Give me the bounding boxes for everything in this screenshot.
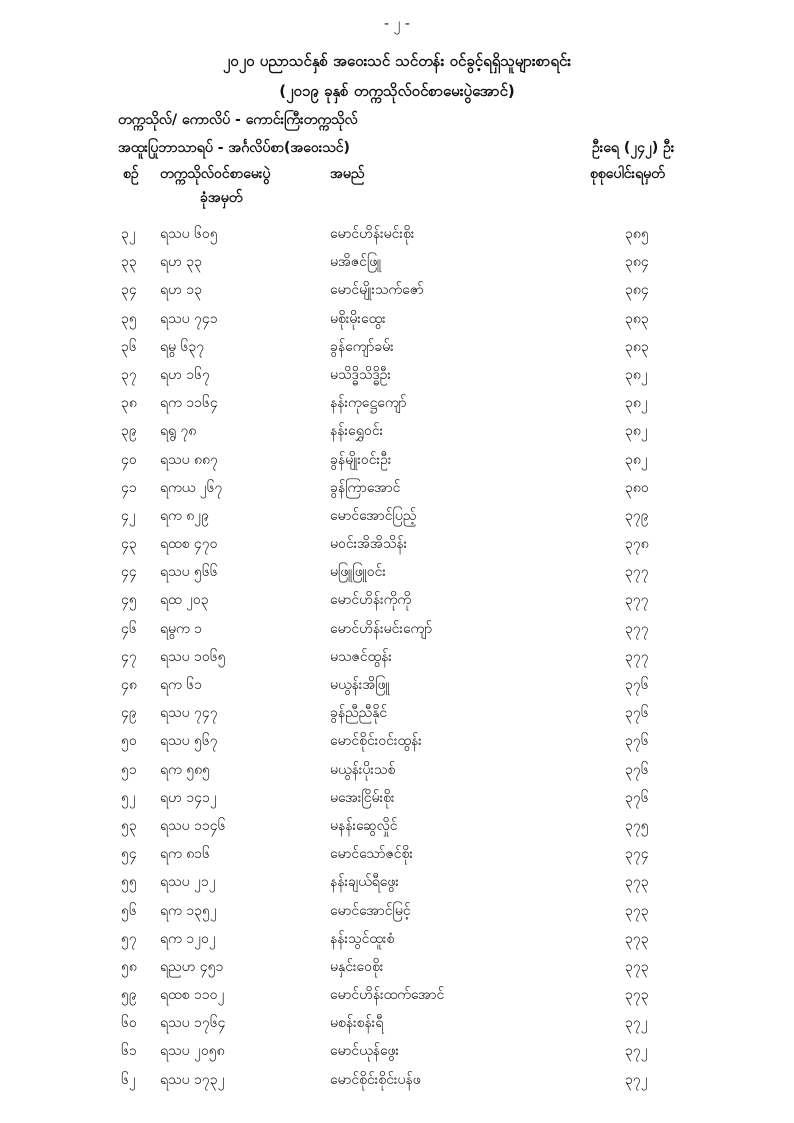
table-row <box>0 502 794 530</box>
column-header-roll: တက္ကသိုလ်ဝင်စာမေးပွဲ <box>160 166 271 182</box>
row-number: ၃၉ <box>121 423 137 440</box>
row-number: ၆၂ <box>121 1071 136 1088</box>
table-row <box>0 953 794 981</box>
student-name: မစိုးမိုးထွေး <box>330 310 386 327</box>
student-name: မောင်ဟိန်းထက်အောင် <box>330 987 445 1004</box>
student-name: မသဇင်ထွန်း <box>330 648 392 665</box>
row-number: ၃၂ <box>121 226 136 242</box>
total-marks: ၃၇၂ <box>625 1071 648 1088</box>
table-row <box>0 756 794 784</box>
total-marks: ၃၇၆ <box>625 761 649 778</box>
table-row <box>0 558 794 586</box>
total-marks: ၃၈၂ <box>625 366 648 383</box>
document-subtitle: (၂၀၁၉ ခုနှစ် တက္ကသိုလ်ဝင်စာမေးပွဲအောင်) <box>279 82 515 100</box>
total-marks: ၃၇၃ <box>625 930 649 947</box>
roll-number: ရဟ ၁၄၁၂ <box>160 789 217 806</box>
column-header-name: အမည် <box>330 166 365 182</box>
row-number: ၄၀ <box>121 451 137 468</box>
total-marks: ၃၈၃ <box>625 338 649 355</box>
student-count: ဦးရေ (၂၄၂) ဦး <box>592 140 675 156</box>
table-row <box>0 868 794 896</box>
table-row <box>0 671 794 699</box>
roll-number: ရညဟ ၄၅၁ <box>160 958 224 975</box>
row-number: ၄၅ <box>121 592 137 609</box>
roll-number: ရသပ ၁၇၃၂ <box>160 1071 225 1088</box>
total-marks: ၃၈၀ <box>625 479 649 496</box>
total-marks: ၃၇၇ <box>625 620 649 637</box>
student-name: မောင်မျိုးသက်ဇော် <box>330 282 424 299</box>
table-row <box>0 981 794 1009</box>
row-number: ၅၂ <box>121 789 136 806</box>
row-number: ၅၈ <box>121 958 137 975</box>
total-marks: ၃၇၃ <box>625 874 649 891</box>
row-number: ၃၈ <box>121 395 137 412</box>
total-marks: ၃၈၃ <box>625 310 649 327</box>
table-row <box>0 220 794 248</box>
student-name: မအိဇင်ဖြူ <box>330 254 382 271</box>
table-row <box>0 586 794 614</box>
student-list <box>0 220 794 1094</box>
row-number: ၅၄ <box>121 846 137 863</box>
total-marks: ၃၇၃ <box>625 958 649 975</box>
roll-number: ရထစ ၄၇၀ <box>160 536 218 553</box>
row-number: ၃၄ <box>121 282 137 299</box>
roll-number: ရက ၁၁၆၄ <box>160 395 218 412</box>
total-marks: ၃၇၆ <box>625 677 649 693</box>
roll-number: ရက ၈၂၉ <box>160 507 209 524</box>
roll-number: ရသပ ၁၀၆၅ <box>160 648 226 665</box>
row-number: ၅၁ <box>121 761 137 778</box>
total-marks: ၃၇၅ <box>625 817 649 834</box>
row-number: ၅၀ <box>121 733 137 750</box>
roll-number: ရဟ ၁၆၇ <box>160 366 210 383</box>
student-name: မသိဒ္ဓိသိဒ္ဓိဦး <box>330 366 391 383</box>
column-header-number: စဉ် <box>123 166 139 182</box>
student-name: မောင်အောင်ပြည့် <box>330 507 417 524</box>
roll-number: ရသပ ၇၄၇ <box>160 705 218 722</box>
total-marks: ၃၇၇ <box>625 564 649 581</box>
student-name: နန်းကုဋ္ဌေကျော် <box>330 395 407 412</box>
total-marks: ၃၈၂ <box>625 451 648 468</box>
total-marks: ၃၈၅ <box>625 226 649 242</box>
roll-number: ရကယ ၂၆၇ <box>160 479 223 496</box>
student-name: နန်းသွင်ထူးစံ <box>330 930 395 947</box>
roll-number: ရသပ ၅၆၇ <box>160 733 218 750</box>
student-name: ခွန်မျိုးဝင်းဦး <box>330 451 392 468</box>
student-name: မောင်အောင်မြင့် <box>330 902 411 919</box>
row-number: ၄၂ <box>121 507 136 524</box>
table-row <box>0 643 794 671</box>
student-name: မောင်ယုန်ဖွေး <box>330 1043 400 1060</box>
table-row <box>0 727 794 755</box>
row-number: ၆၁ <box>121 1043 137 1060</box>
total-marks: ၃၈၂ <box>625 423 648 440</box>
university-line: တက္ကသိုလ်/ ကောလိပ် - ကောင်းကြီးတက္ကသိုလ် <box>118 112 358 128</box>
total-marks: ၃၇၂ <box>625 1043 648 1060</box>
total-marks: ၃၇၇ <box>625 592 649 609</box>
student-name: မောင်ဟိန်းကိုကို <box>330 592 412 609</box>
table-row <box>0 699 794 727</box>
student-name: မနှင်းဝေစိုး <box>330 958 384 975</box>
table-row <box>0 530 794 558</box>
table-row <box>0 305 794 333</box>
row-number: ၅၅ <box>121 874 137 891</box>
row-number: ၃၃ <box>121 254 137 271</box>
student-name: နန်းချယ်ရီဖွေး <box>330 874 399 891</box>
row-number: ၅၆ <box>121 902 137 919</box>
total-marks: ၃၇၆ <box>625 733 649 750</box>
row-number: ၃၅ <box>121 310 137 327</box>
table-row <box>0 840 794 868</box>
total-marks: ၃၈၂ <box>625 395 648 412</box>
student-name: မဖြူဖြူဝင်း <box>330 564 386 581</box>
row-number: ၄၇ <box>121 648 137 665</box>
roll-number: ရထ ၂၀၃ <box>160 592 209 609</box>
table-row <box>0 784 794 812</box>
roll-number: ရထစ ၁၁၀၂ <box>160 987 225 1004</box>
table-row <box>0 1009 794 1037</box>
student-name: မောင်သော်ဇင်စိုး <box>330 846 413 863</box>
student-name: ခွန်ကြာအောင် <box>330 479 401 496</box>
roll-number: ရက ၁၂၀၂ <box>160 930 216 947</box>
roll-number: ရရွ ၇၈ <box>160 423 197 440</box>
roll-number: ရသပ ၂၀၅၈ <box>160 1043 225 1060</box>
table-row <box>0 897 794 925</box>
page-number: - ၂ - <box>384 16 410 32</box>
student-name: မောင်ဟိန်းမင်းကျော် <box>330 620 433 637</box>
document-title: ၂၀၂၀ ပညာသင်နှစ် အဝေးသင် သင်တန်း ဝင်ခွင့်ရရှိသူများစာရင်း <box>222 52 572 70</box>
row-number: ၄၆ <box>121 620 137 637</box>
row-number: ၅၃ <box>121 817 137 834</box>
row-number: ၆၀ <box>121 1015 137 1032</box>
roll-number: ရဟ ၃၃ <box>160 254 202 271</box>
table-row <box>0 1066 794 1094</box>
row-number: ၅၉ <box>121 987 137 1004</box>
roll-number: ရက ၆၁ <box>160 677 202 693</box>
student-name: မယွန်းပိုးသစ် <box>330 761 396 778</box>
roll-number: ရသပ ၆၀၅ <box>160 226 218 242</box>
student-name: မအေးငြိမ်းစိုး <box>330 789 395 806</box>
roll-number: ရသပ ၇၄၁ <box>160 310 218 327</box>
roll-number: ရက ၅၈၅ <box>160 761 210 778</box>
student-name: မယွန်းအိဖြူ <box>330 677 390 693</box>
student-name: ခွန်ညီညီနိုင် <box>330 705 388 722</box>
total-marks: ၃၇၂ <box>625 1015 648 1032</box>
total-marks: ၃၇၆ <box>625 705 649 722</box>
row-number: ၄၈ <box>121 677 137 693</box>
roll-number: ရမွက ၁ <box>160 620 203 637</box>
total-marks: ၃၇၇ <box>625 648 649 665</box>
total-marks: ၃၇၈ <box>625 536 649 553</box>
total-marks: ၃၇၃ <box>625 987 649 1004</box>
table-row <box>0 615 794 643</box>
roll-number: ရသပ ၅၆၆ <box>160 564 218 581</box>
student-name: မောင်ဟိန်းမင်းစိုး <box>330 226 415 242</box>
student-name: မောင်စိုင်းစိုင်းပန်ဖ <box>330 1071 421 1088</box>
total-marks: ၃၈၄ <box>625 282 649 299</box>
roll-number: ရက ၁၃၅၂ <box>160 902 217 919</box>
table-row <box>0 446 794 474</box>
row-number: ၄၄ <box>121 564 137 581</box>
table-row <box>0 474 794 502</box>
table-row <box>0 248 794 276</box>
table-row <box>0 361 794 389</box>
total-marks: ၃၈၄ <box>625 254 649 271</box>
roll-number: ရသပ ၁၇၆၄ <box>160 1015 226 1032</box>
roll-number: ရမွ ၆၃၇ <box>160 338 205 355</box>
student-name: မနန်းဆွေလှိုင် <box>330 817 398 834</box>
subject-line: အထူးပြုဘာသာရပ် - အင်္ဂလိပ်စာ(အဝေးသင်) <box>118 140 350 156</box>
table-row <box>0 925 794 953</box>
row-number: ၄၉ <box>121 705 137 722</box>
column-header-roll-line2: ခုံအမှတ် <box>200 190 243 206</box>
row-number: ၄၁ <box>121 479 137 496</box>
total-marks: ၃၇၆ <box>625 789 649 806</box>
total-marks: ၃၇၃ <box>625 902 649 919</box>
student-name: မစန်းစန်းရီ <box>330 1015 384 1032</box>
roll-number: ရက ၈၁၆ <box>160 846 210 863</box>
table-row <box>0 276 794 304</box>
table-row <box>0 417 794 445</box>
student-name: နန်းရွှေဝင်း <box>330 423 384 440</box>
total-marks: ၃၇၄ <box>625 846 649 863</box>
table-row <box>0 1037 794 1065</box>
row-number: ၃၇ <box>121 366 137 383</box>
roll-number: ရသပ ၁၁၄၆ <box>160 817 226 834</box>
table-row <box>0 333 794 361</box>
row-number: ၃၆ <box>121 338 137 355</box>
table-row <box>0 812 794 840</box>
roll-number: ရသပ ၈၈၇ <box>160 451 218 468</box>
total-marks: ၃၇၉ <box>625 507 649 524</box>
row-number: ၅၇ <box>121 930 137 947</box>
row-number: ၄၃ <box>121 536 137 553</box>
student-name: မဝင်းအိအိသိန်း <box>330 536 408 553</box>
student-name: မောင်စိုင်းဝင်းထွန်း <box>330 733 422 750</box>
roll-number: ရဟ ၁၃ <box>160 282 202 299</box>
column-header-marks: စုစုပေါင်းရမှတ် <box>590 166 665 182</box>
table-row <box>0 389 794 417</box>
roll-number: ရသပ ၂၁၂ <box>160 874 216 891</box>
student-name: ခွန်ကျော်ခမ်း <box>330 338 394 355</box>
